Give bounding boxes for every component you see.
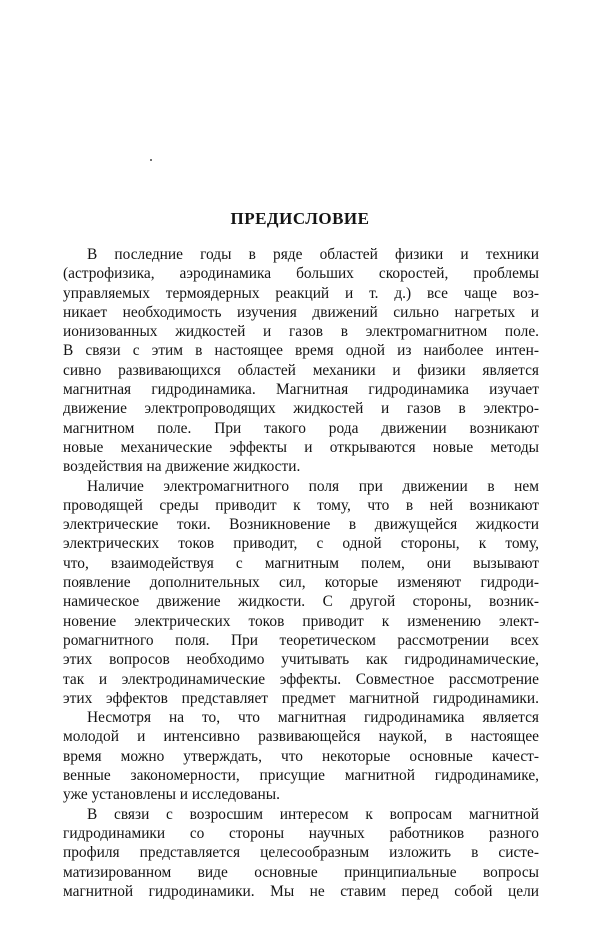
text-line: этих вопросов необходимо учитывать как гидродинамические, [63,651,539,669]
text-line: уже установлены и исследованы. [63,786,280,804]
text-line: магнитная гидродинамика. Магнитная гидродинамика изучает [63,381,539,399]
text-line: движение электропроводящих жидкостей и газов в электро- [63,400,539,418]
text-line: так и электродинамические эффекты. Совместное рассмотрение [63,670,539,688]
text-line: Несмотря на то, что магнитная гидродинамика является [87,709,539,727]
body-text [63,245,539,901]
paragraph [63,708,539,804]
text-line: (астрофизика, аэродинамика больших скоростей, проблемы [63,265,539,283]
text-line: молодой и интенсивно развивающейся наукой, в настоящее [63,728,539,746]
text-line: венные закономерности, присущие магнитной гидродинамике, [63,767,539,785]
text-line: ромагнитного поля. При теоретическом рассмотрении всех [63,631,539,649]
text-line: матизированном виде основные принципиальные вопросы [63,863,539,881]
text-line: магнитной гидродинамики. Мы не ставим перед собой цели [63,882,539,900]
text-line: управляемых термоядерных реакций и т. д.) все чаще воз- [63,284,539,302]
text-line: В последние годы в ряде областей физики и техники [87,246,539,263]
text-line: Наличие электромагнитного поля при движении в нем [87,477,539,495]
paragraph [63,805,539,901]
text-line: этих эффектов представляет предмет магнитной гидродинамики. [63,689,539,707]
stray-mark [150,159,152,161]
text-line: ионизованных жидкостей и газов в электромагнитном поле. [63,323,539,341]
text-line: время можно утверждать, что некоторые основные качест- [63,747,539,765]
text-line: В связи с возросшим интересом к вопросам магнитной [87,805,539,823]
text-line: электрические токи. Возникновение в движущейся жидкости [63,516,539,534]
text-line: проводящей среды приводит к тому, что в ней возникают [63,496,539,514]
text-line: В связи с этим в настоящее время одной из наиболее интен- [63,342,539,360]
text-line: воздействия на движение жидкости. [63,458,301,476]
text-line: появление дополнительных сил, которые изменяют гидроди- [63,574,539,592]
text-line: новые механические эффекты и открываются новые методы [63,438,539,456]
text-line: что, взаимодействуя с магнитным полем, они вызывают [63,554,539,572]
text-line: магнитном поле. При такого рода движении возникают [63,419,539,437]
paragraph [63,245,539,477]
text-line: профиля представляется целесообразным изложить в систе- [63,844,539,862]
paragraph [63,477,539,709]
text-line: электрических токов приводит, с одной стороны, к тому, [63,535,539,553]
text-line: намическое движение жидкости. С другой стороны, возник- [63,593,539,611]
text-line: никает необходимость изучения движений сильно нагретых и [63,303,539,321]
text-line: сивно развивающихся областей механики и физики является [63,361,539,379]
page-title: ПРЕДИСЛОВИЕ [230,209,370,228]
text-line: гидродинамики со стороны научных работников разного [63,824,539,842]
text-line: новение электрических токов приводит к изменению элект- [63,612,539,630]
